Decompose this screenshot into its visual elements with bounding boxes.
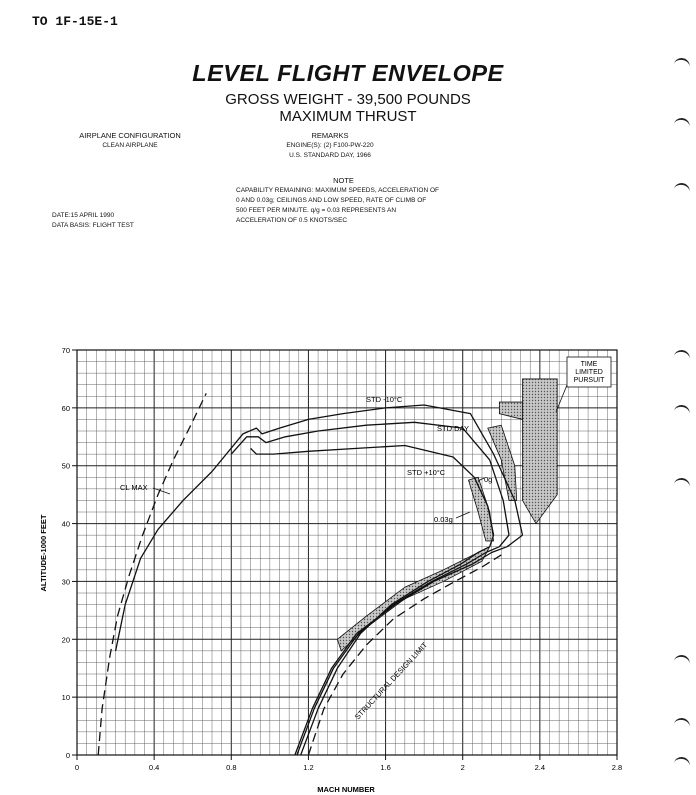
note-line: CAPABILITY REMAINING: MAXIMUM SPEEDS, ACCELERATION OF <box>236 187 439 194</box>
x-tick-label: 2.8 <box>611 763 623 772</box>
series-line-std-10-c <box>116 405 523 755</box>
config-label: AIRPLANE CONFIGURATION <box>79 131 181 140</box>
y-tick-label: 60 <box>61 403 70 413</box>
x-tick-label: 1.2 <box>303 763 314 772</box>
y-tick-label: 20 <box>61 635 70 645</box>
remarks-label: REMARKS <box>311 131 349 140</box>
x-tick-label: 0 <box>74 763 80 772</box>
note-line: 0 AND 0.03g; CEILINGS AND LOW SPEED, RATE OF CLIMB OF <box>236 197 427 204</box>
annotation-0g: 0g <box>484 475 493 484</box>
series-line-cl-max <box>98 393 206 755</box>
y-tick-label: 70 <box>61 346 70 355</box>
y-tick-label: 50 <box>61 461 70 471</box>
time-limited-pursuit-region <box>523 379 558 524</box>
note-line: ACCELERATION OF 0.5 KNOTS/SEC <box>236 217 348 224</box>
pursuit-band-minus10 <box>499 402 522 419</box>
x-tick-label: 0.8 <box>226 763 237 772</box>
annotation-structural-limit: STRUCTURAL DESIGN LIMIT <box>352 640 430 722</box>
note-label: NOTE <box>333 176 354 185</box>
date-text: DATE:15 APRIL 1990 <box>52 212 115 219</box>
chart-title: LEVEL FLIGHT ENVELOPE <box>192 60 504 86</box>
annotation-std-minus10: STD -10°C <box>366 395 403 404</box>
x-tick-label: 2 <box>460 763 465 772</box>
time-limited-pursuit-label <box>567 357 611 387</box>
y-tick-label: 10 <box>61 693 70 703</box>
data-basis-text: DATA BASIS: FLIGHT TEST <box>52 222 134 229</box>
x-tick-label: 0.4 <box>148 763 160 772</box>
annotation-std-day: STD DAY <box>437 424 469 433</box>
remarks-engine: ENGINE(S): (2) F100-PW-220 <box>286 142 374 149</box>
x-tick-label: 1.6 <box>380 763 391 772</box>
annotation-std-plus10: STD +10°C <box>407 468 446 477</box>
annotation-003g: 0.03g <box>434 515 453 524</box>
acceleration-band <box>337 547 489 651</box>
x-axis-label: MACH NUMBER <box>317 785 375 794</box>
y-tick-label: 30 <box>61 577 70 587</box>
series-line-structural-design-limit <box>308 553 505 756</box>
y-tick-label: 40 <box>61 519 70 529</box>
annotation-time-limited-pursuit: TIME LIMITED PURSUIT <box>573 361 605 384</box>
chart-subtitle-weight: GROSS WEIGHT - 39,500 POUNDS <box>225 91 471 108</box>
y-tick-label: 0 <box>65 751 70 760</box>
pursuit-band-std-day <box>488 425 517 500</box>
annotation-cl-max: CL MAX <box>120 483 148 492</box>
y-axis-label: ALTITUDE-1000 FEET <box>39 514 48 592</box>
remarks-day: U.S. STANDARD DAY, 1966 <box>289 152 371 159</box>
note-line: 500 FEET PER MINUTE. q/g = 0.03 REPRESENTS AN <box>236 207 397 214</box>
chart-subtitle-thrust: MAXIMUM THRUST <box>279 108 417 125</box>
x-tick-label: 2.4 <box>534 763 546 772</box>
document-id: TO 1F-15E-1 <box>32 14 118 29</box>
config-value: CLEAN AIRPLANE <box>102 142 158 149</box>
series-lines <box>98 393 522 755</box>
